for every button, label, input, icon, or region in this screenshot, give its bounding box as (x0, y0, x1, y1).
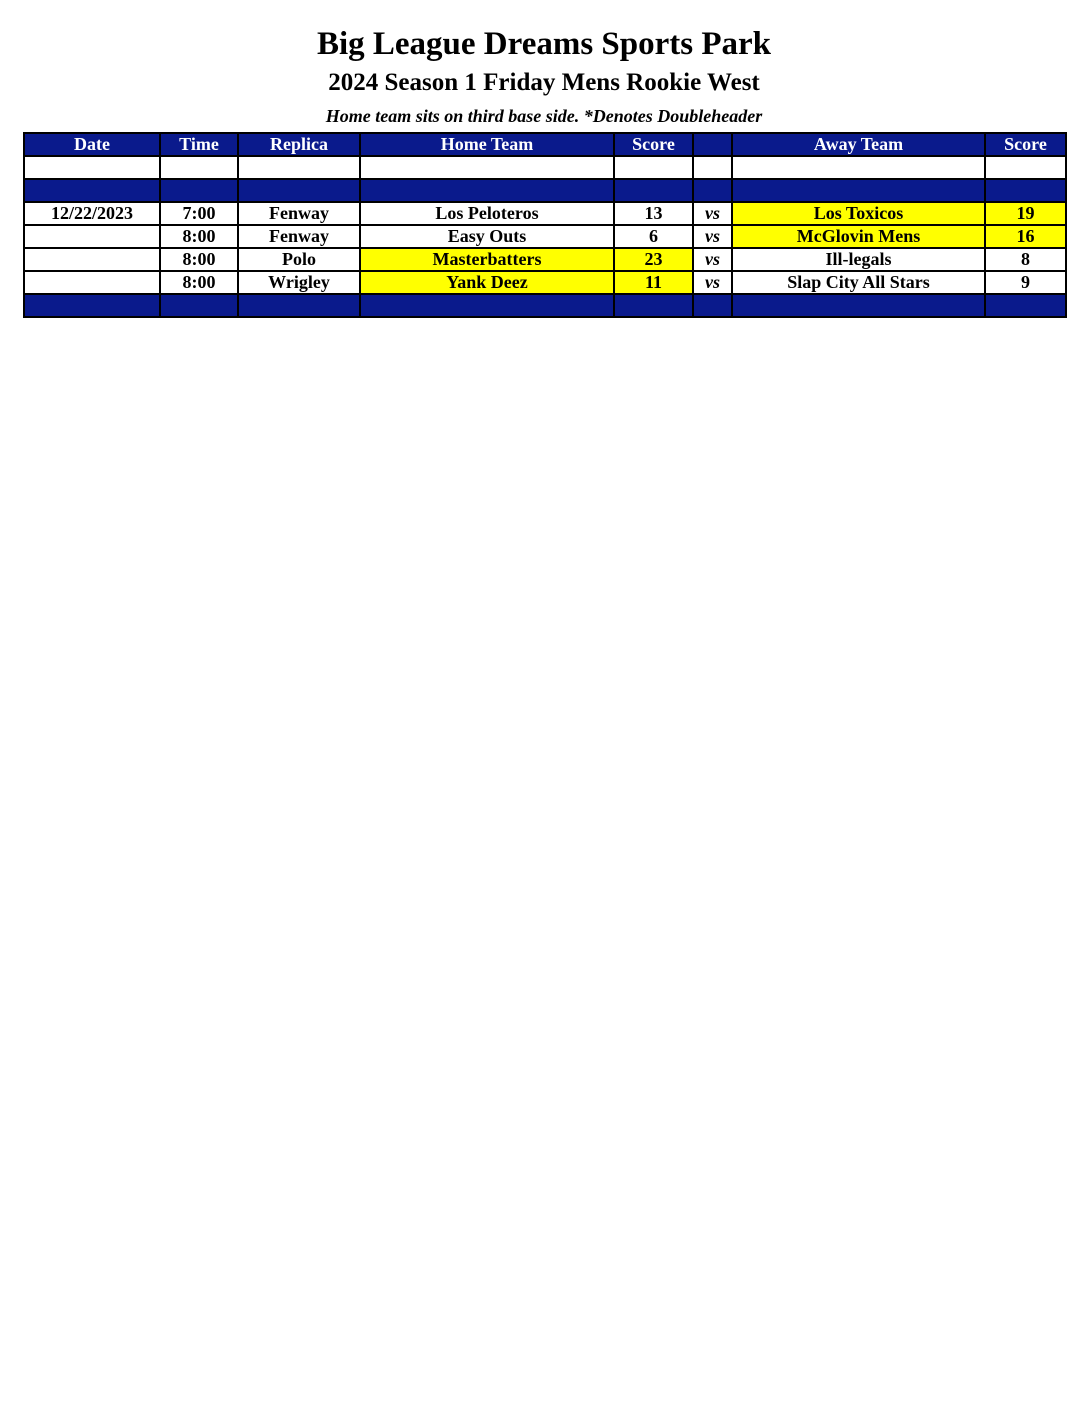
band-cell (985, 294, 1066, 317)
away-team-name-winner: Los Toxicos (732, 202, 985, 225)
band-cell (24, 179, 160, 202)
game-date: 12/22/2023 (24, 202, 160, 225)
versus-label: vs (693, 271, 732, 294)
game-time: 8:00 (160, 248, 238, 271)
game-replica: Fenway (238, 225, 360, 248)
away-team-score: 9 (985, 271, 1066, 294)
game-replica: Fenway (238, 202, 360, 225)
game-row (24, 248, 1066, 271)
column-header-home-score: Score (614, 133, 693, 156)
band-cell (360, 179, 614, 202)
game-time: 8:00 (160, 225, 238, 248)
game-row (24, 271, 1066, 294)
schedule-table (23, 132, 1067, 318)
home-team-score: 13 (614, 202, 693, 225)
versus-label: vs (693, 202, 732, 225)
column-header-date: Date (24, 133, 160, 156)
band-cell (614, 179, 693, 202)
home-team-score-winner: 23 (614, 248, 693, 271)
away-team-name-winner: McGlovin Mens (732, 225, 985, 248)
versus-label: vs (693, 248, 732, 271)
band-cell (693, 294, 732, 317)
band-cell (985, 179, 1066, 202)
column-header-away-score: Score (985, 133, 1066, 156)
home-team-score-winner: 11 (614, 271, 693, 294)
band-cell (732, 179, 985, 202)
table-header-row (24, 133, 1066, 156)
band-cell (24, 294, 160, 317)
game-date (24, 248, 160, 271)
column-header-vs (693, 133, 732, 156)
game-replica: Polo (238, 248, 360, 271)
band-cell (238, 179, 360, 202)
game-replica: Wrigley (238, 271, 360, 294)
away-team-score-winner: 16 (985, 225, 1066, 248)
empty-cell (238, 156, 360, 179)
band-cell (238, 294, 360, 317)
away-team-score: 8 (985, 248, 1066, 271)
column-header-home-team: Home Team (360, 133, 614, 156)
away-team-score-winner: 19 (985, 202, 1066, 225)
game-row (24, 202, 1066, 225)
game-time: 8:00 (160, 271, 238, 294)
column-header-replica: Replica (238, 133, 360, 156)
away-team-name: Slap City All Stars (732, 271, 985, 294)
blank-row (24, 156, 1066, 179)
column-header-time: Time (160, 133, 238, 156)
game-time: 7:00 (160, 202, 238, 225)
band-cell (732, 294, 985, 317)
empty-cell (160, 156, 238, 179)
league-subtitle: 2024 Season 1 Friday Mens Rookie West (328, 69, 760, 96)
empty-cell (732, 156, 985, 179)
empty-cell (24, 156, 160, 179)
band-cell (693, 179, 732, 202)
column-header-away-team: Away Team (732, 133, 985, 156)
home-team-name-winner: Yank Deez (360, 271, 614, 294)
home-team-name: Los Peloteros (360, 202, 614, 225)
away-team-name: Ill-legals (732, 248, 985, 271)
home-team-name: Easy Outs (360, 225, 614, 248)
band-cell (614, 294, 693, 317)
versus-label: vs (693, 225, 732, 248)
separator-band-row (24, 294, 1066, 317)
empty-cell (693, 156, 732, 179)
band-cell (360, 294, 614, 317)
home-team-score: 6 (614, 225, 693, 248)
separator-band-row (24, 179, 1066, 202)
schedule-note: Home team sits on third base side. *Denotes Doubleheader (325, 106, 763, 126)
home-team-name-winner: Masterbatters (360, 248, 614, 271)
empty-cell (360, 156, 614, 179)
empty-cell (614, 156, 693, 179)
empty-cell (985, 156, 1066, 179)
game-date (24, 225, 160, 248)
game-date (24, 271, 160, 294)
page-title: Big League Dreams Sports Park (316, 26, 772, 62)
band-cell (160, 179, 238, 202)
band-cell (160, 294, 238, 317)
game-row (24, 225, 1066, 248)
